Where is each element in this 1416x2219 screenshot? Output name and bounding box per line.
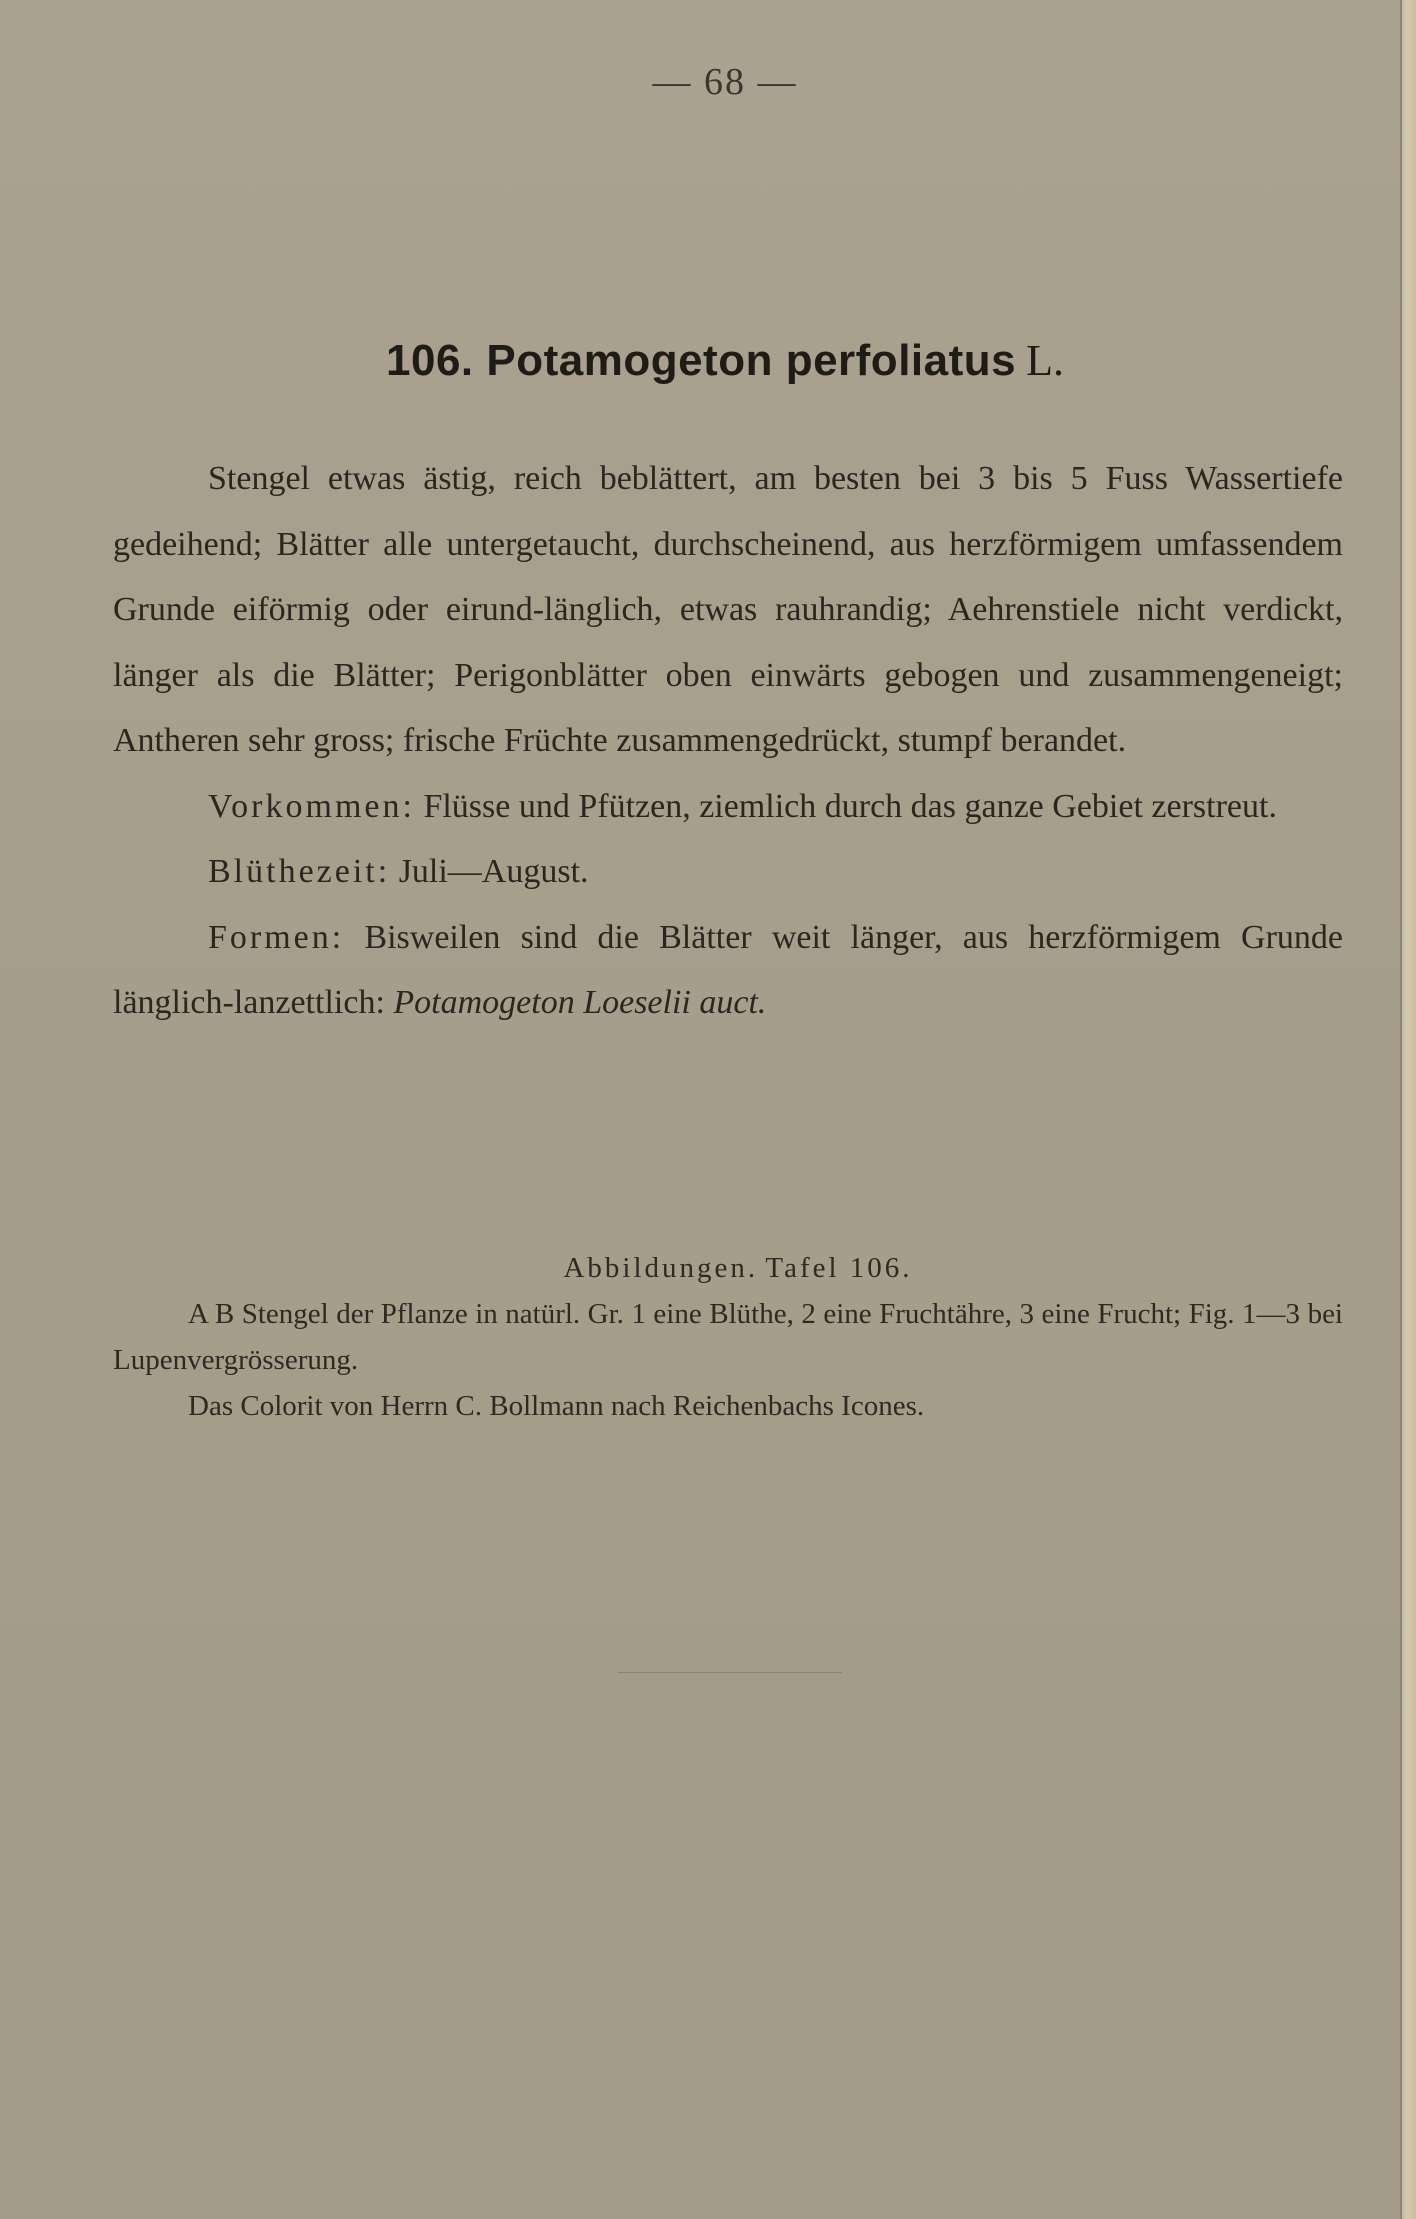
page-edge-shadow xyxy=(1400,0,1402,2219)
occurrence-label: Vorkommen: xyxy=(208,787,415,825)
occurrence-text: Flüsse und Pfützen, ziemlich durch das ganze Gebiet zerstreut. xyxy=(423,787,1277,825)
occurrence-paragraph xyxy=(113,774,1343,840)
illustrations-label: Abbildungen. xyxy=(563,1252,759,1284)
end-rule xyxy=(618,1672,842,1673)
forms-label: Formen: xyxy=(208,918,345,956)
page-edge xyxy=(1400,0,1416,2219)
species-name: 106. Potamogeton perfoliatus xyxy=(386,336,1017,385)
species-title xyxy=(0,335,1416,386)
plate-reference: Tafel 106. xyxy=(765,1252,913,1284)
illustrations-figure-caption: A B Stengel der Pflanze in natürl. Gr. 1 eine Blüthe, 2 eine Fruchtähre, 3 eine Frucht; Fig. 1—3 bei Lupenvergrösserung. xyxy=(113,1298,1343,1376)
flowering-paragraph xyxy=(113,839,1343,905)
forms-paragraph xyxy=(113,905,1343,1036)
illustrations-heading xyxy=(113,1245,1343,1291)
page-number: — 68 — xyxy=(652,61,798,103)
morphology-paragraph: Stengel etwas ästig, reich beblättert, am besten bei 3 bis 5 Fuss Wassertiefe gedeihend; Blätter alle untergetaucht, durchscheinend, aus herzförmigem umfassendem Grunde eiförmig oder eirund-länglich, etwas rauhrandig; Aehrenstiele nicht verdickt, länger als die Blätter; Perigonblätter oben einwärts gebogen und zusammengeneigt; Antheren sehr gross; frische Früchte zusammengedrückt, stumpf berandet. xyxy=(113,460,1343,759)
illustrations-colour-credit: Das Colorit von Herrn C. Bollmann nach Reichenbachs Icones. xyxy=(188,1390,925,1422)
illustrations-section xyxy=(113,1245,1343,1429)
forms-synonym: Potamogeton Loeselii auct. xyxy=(393,984,767,1021)
forms-text: Bisweilen sind die Blätter weit länger, aus herzförmigem Grunde länglich-lanzettlich: xyxy=(113,918,1344,1021)
species-author: L. xyxy=(1026,336,1064,385)
flowering-label: Blüthezeit: xyxy=(208,853,391,890)
flowering-text: Juli—August. xyxy=(398,853,589,890)
species-description xyxy=(113,446,1343,1036)
